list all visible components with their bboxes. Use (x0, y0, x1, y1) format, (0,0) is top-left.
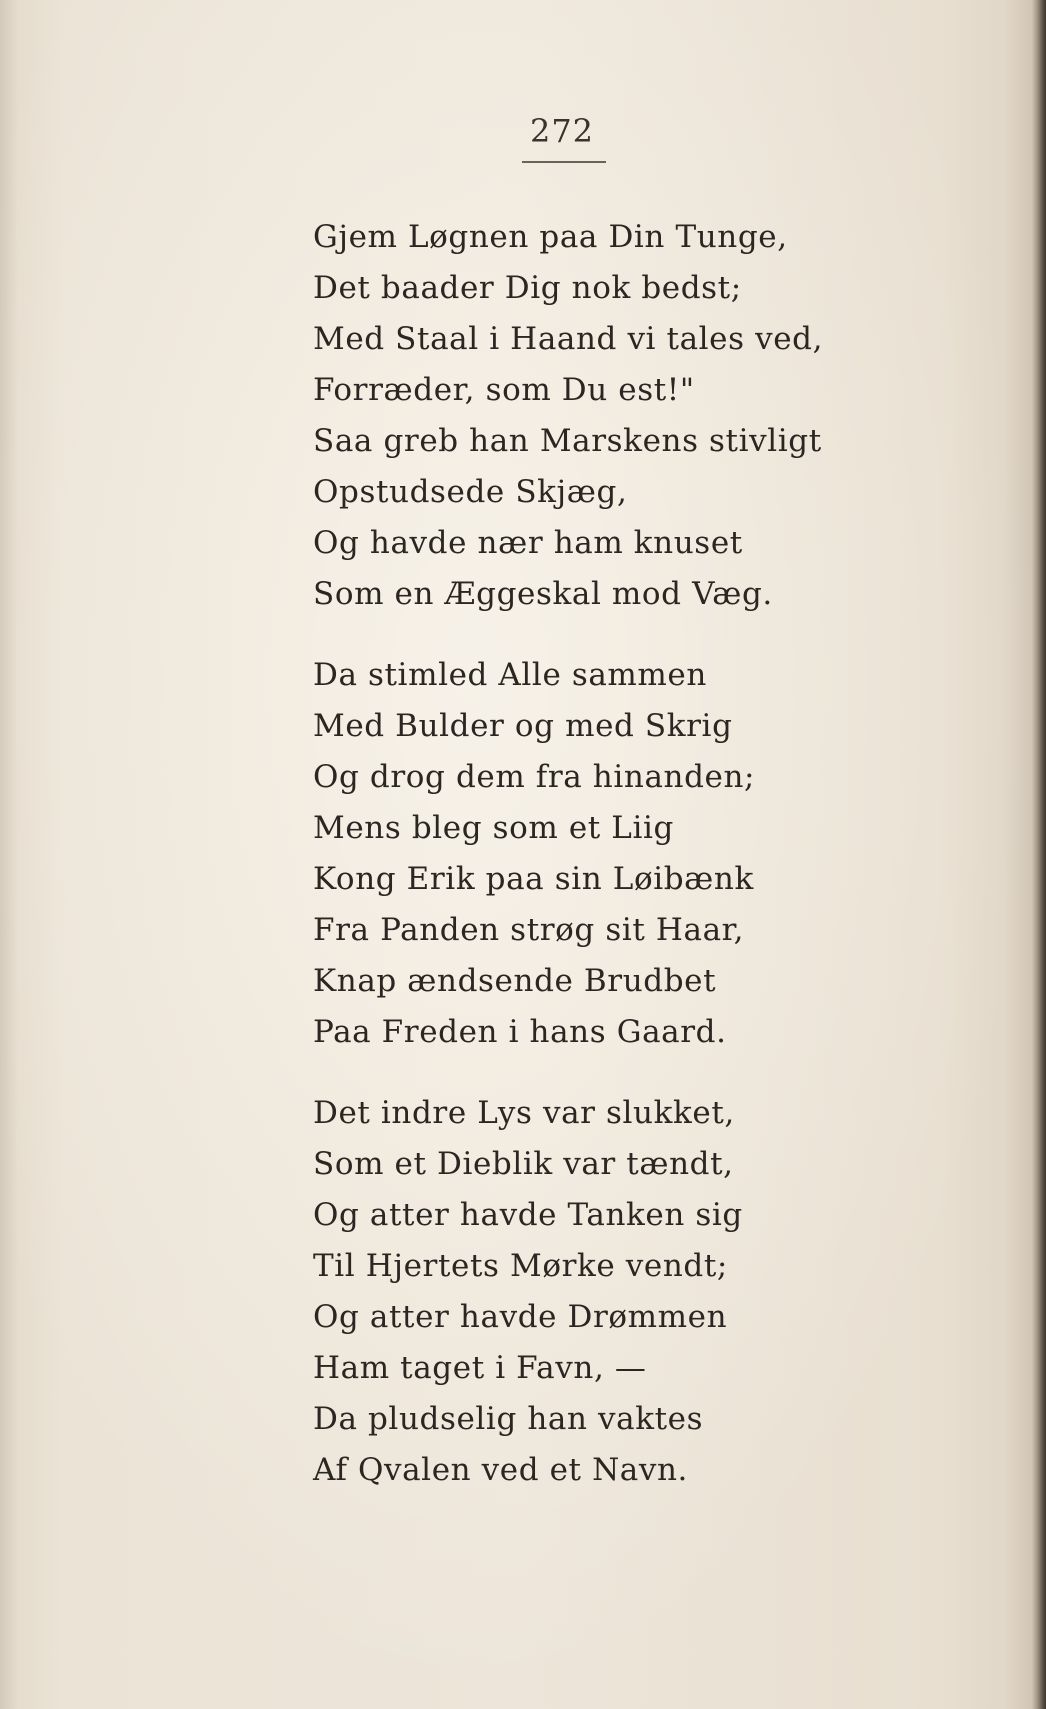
poem-line: Det indre Lys var slukket, (313, 1095, 735, 1131)
poem-line: Af Qvalen ved et Navn. (313, 1452, 689, 1488)
poem-text (313, 212, 853, 1496)
poem-line: Gjem Løgnen paa Din Tunge, (313, 219, 788, 255)
poem-line: Og atter havde Drømmen (313, 1299, 728, 1335)
poem-line: Som et Dieblik var tændt, (313, 1146, 734, 1182)
poem-line: Opstudsede Skjæg, (313, 474, 628, 510)
poem-line: Mens bleg som et Liig (313, 810, 674, 846)
stanza-3 (313, 1088, 853, 1496)
poem-line: Paa Freden i hans Gaard. (313, 1014, 727, 1050)
poem-line: Knap ændsende Brudbet (313, 963, 717, 999)
poem-line: Og drog dem fra hinanden; (313, 759, 756, 795)
poem-line: Forræder, som Du est!" (313, 372, 695, 408)
stanza-2 (313, 650, 853, 1058)
poem-line: Til Hjertets Mørke vendt; (313, 1248, 728, 1284)
poem-line: Det baader Dig nok bedst; (313, 270, 742, 306)
edge-shadow (1004, 0, 1032, 1709)
poem-line: Ham taget i Favn, — (313, 1350, 647, 1386)
poem-line: Med Staal i Haand vi tales ved, (313, 321, 824, 357)
page-number-rule (522, 161, 606, 163)
poem-line: Og atter havde Tanken sig (313, 1197, 743, 1233)
poem-line: Som en Æggeskal mod Væg. (313, 576, 773, 612)
poem-line: Da pludselig han vaktes (313, 1401, 704, 1437)
poem-line: Saa greb han Marskens stivligt (313, 423, 822, 459)
poem-line: Fra Panden strøg sit Haar, (313, 912, 745, 948)
page-number: 272 (529, 112, 595, 150)
gutter-shadow (0, 0, 18, 1709)
poem-line: Kong Erik paa sin Løibænk (313, 861, 754, 897)
poem-line: Og havde nær ham knuset (313, 525, 743, 561)
poem-line: Med Bulder og med Skrig (313, 708, 733, 744)
stanza-1 (313, 212, 853, 620)
poem-line: Da stimled Alle sammen (313, 657, 707, 693)
page-edge (1032, 0, 1046, 1709)
